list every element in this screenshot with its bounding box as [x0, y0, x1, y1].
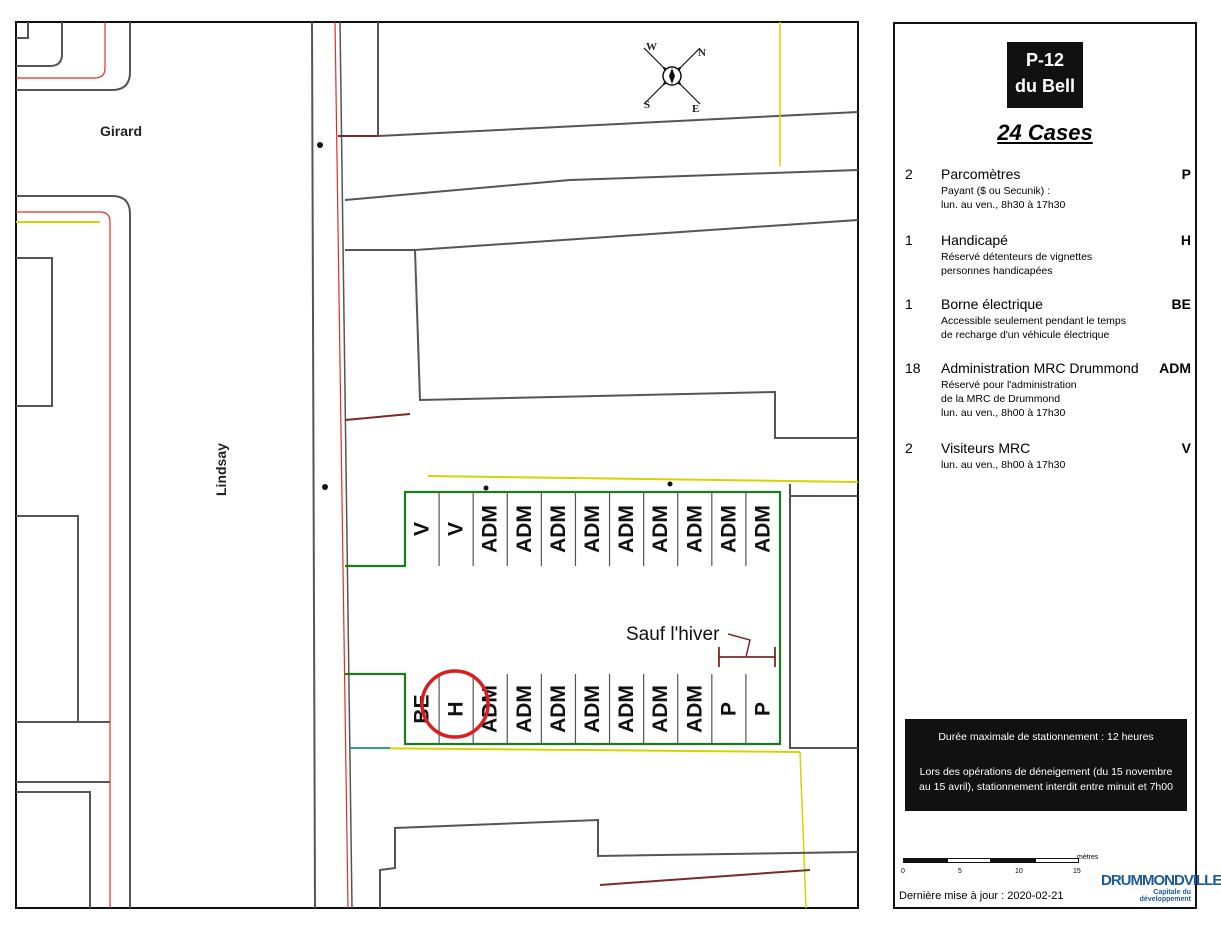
parking-stall-label: ADM: [615, 505, 639, 553]
legend-description: [941, 184, 1141, 212]
legend-count: 1: [905, 296, 913, 312]
compass-north: N: [698, 47, 706, 59]
parking-stall-label: ADM: [649, 505, 673, 553]
legend-desc-line: lun. au ven., 8h30 à 17h30: [941, 199, 1066, 211]
lot-code: P-12: [1025, 50, 1065, 70]
street-label-lindsay: Lindsay: [213, 443, 229, 496]
scale-bar: [901, 858, 1081, 875]
map-frame: [16, 22, 858, 908]
parking-stall-label: ADM: [649, 685, 673, 733]
legend-code: ADM: [1159, 360, 1191, 376]
total-spaces: 24 Cases: [997, 120, 1093, 145]
legend-name: Visiteurs MRC: [941, 440, 1031, 456]
legend-name: Borne électrique: [941, 296, 1043, 312]
parking-stall-label: ADM: [581, 685, 604, 733]
legend-count: 1: [905, 232, 913, 248]
legend-count: 2: [905, 166, 913, 182]
parking-stall-label: ADM: [546, 685, 570, 733]
scale-tick: 5: [958, 868, 962, 875]
scale-tick: 10: [1015, 868, 1023, 875]
street-label-girard: Girard: [100, 123, 143, 139]
legend-code: H: [1180, 232, 1191, 248]
legend-description: [941, 250, 1141, 278]
legend-desc-line: de la MRC de Drummond: [941, 393, 1061, 405]
parking-stall-label: ADM: [683, 505, 707, 553]
parking-stall-label: ADM: [478, 505, 502, 553]
legend-name: Parcomètres: [941, 166, 1021, 182]
parking-stall-label: ADM: [717, 505, 741, 553]
legend-desc-line: lun. au ven., 8h00 à 17h30: [941, 407, 1066, 419]
parking-stall-label: ADM: [546, 505, 570, 553]
parking-stall-label: P: [751, 701, 775, 717]
compass-west: W: [646, 41, 657, 53]
legend-desc-line: de recharge d'un véhicule électrique: [941, 329, 1110, 341]
parking-stall-label: BE: [410, 694, 434, 724]
legend-count: 18: [905, 360, 921, 376]
scale-unit: mètres: [1077, 854, 1099, 861]
legend-desc-line: Accessible seulement pendant le temps: [941, 315, 1127, 327]
legend-count: 2: [905, 440, 913, 456]
parking-stall-label: ADM: [615, 685, 639, 733]
parking-stall-label: ADM: [751, 505, 775, 553]
legend-description: [941, 378, 1141, 420]
parking-stall-label: V: [410, 521, 434, 537]
legend-name: Administration MRC Drummond: [941, 360, 1139, 376]
legend-code: P: [1181, 166, 1191, 182]
legend-desc-line: lun. au ven., 8h00 à 17h30: [941, 459, 1066, 471]
max-duration-text: Durée maximale de stationnement : 12 heures: [938, 731, 1154, 743]
legend-desc-line: personnes handicapées: [941, 265, 1053, 277]
legend-description: [941, 458, 1141, 472]
legend-code: BE: [1171, 296, 1191, 312]
legend-code: V: [1181, 440, 1191, 456]
parking-stall-label: V: [444, 521, 468, 537]
legend-description: [941, 314, 1141, 342]
parking-stall-label: ADM: [581, 505, 604, 553]
legend-desc-line: Réservé pour l'administration: [941, 379, 1077, 391]
scale-tick: 0: [901, 868, 905, 875]
legend-panel: [893, 22, 1221, 909]
snow-removal-notice: Lors des opérations de déneigement (du 15 novembre au 15 avril), stationnement interdit entre minuit et 7h00: [919, 766, 1173, 793]
parking-stall-label: ADM: [512, 505, 536, 553]
legend-name: Handicapé: [941, 232, 1008, 248]
parking-stall-label: ADM: [478, 685, 502, 733]
legend-desc-line: Réservé détenteurs de vignettes: [941, 251, 1093, 263]
drummondville-logo: [1101, 872, 1221, 903]
compass-east: E: [692, 103, 700, 115]
parking-stall-label: ADM: [683, 685, 707, 733]
parking-stall-label: H: [444, 701, 468, 717]
scale-tick: 15: [1073, 868, 1081, 875]
brand-name: DRUMMONDVILLE: [1101, 872, 1221, 889]
lot-name: du Bell: [1014, 76, 1075, 96]
last-updated: Dernière mise à jour : 2020-02-21: [899, 890, 1064, 902]
compass-south: S: [644, 99, 651, 111]
regulation-info-box: [905, 719, 1187, 811]
parking-stall-label: P: [717, 701, 741, 717]
lot-title-box: [1007, 42, 1083, 108]
brand-tagline: Capitale du développement: [1139, 889, 1191, 903]
legend-desc-line: Payant ($ ou Secunik) :: [941, 185, 1051, 197]
winter-note: Sauf l'hiver: [626, 624, 720, 645]
parking-stall-label: ADM: [512, 685, 536, 733]
